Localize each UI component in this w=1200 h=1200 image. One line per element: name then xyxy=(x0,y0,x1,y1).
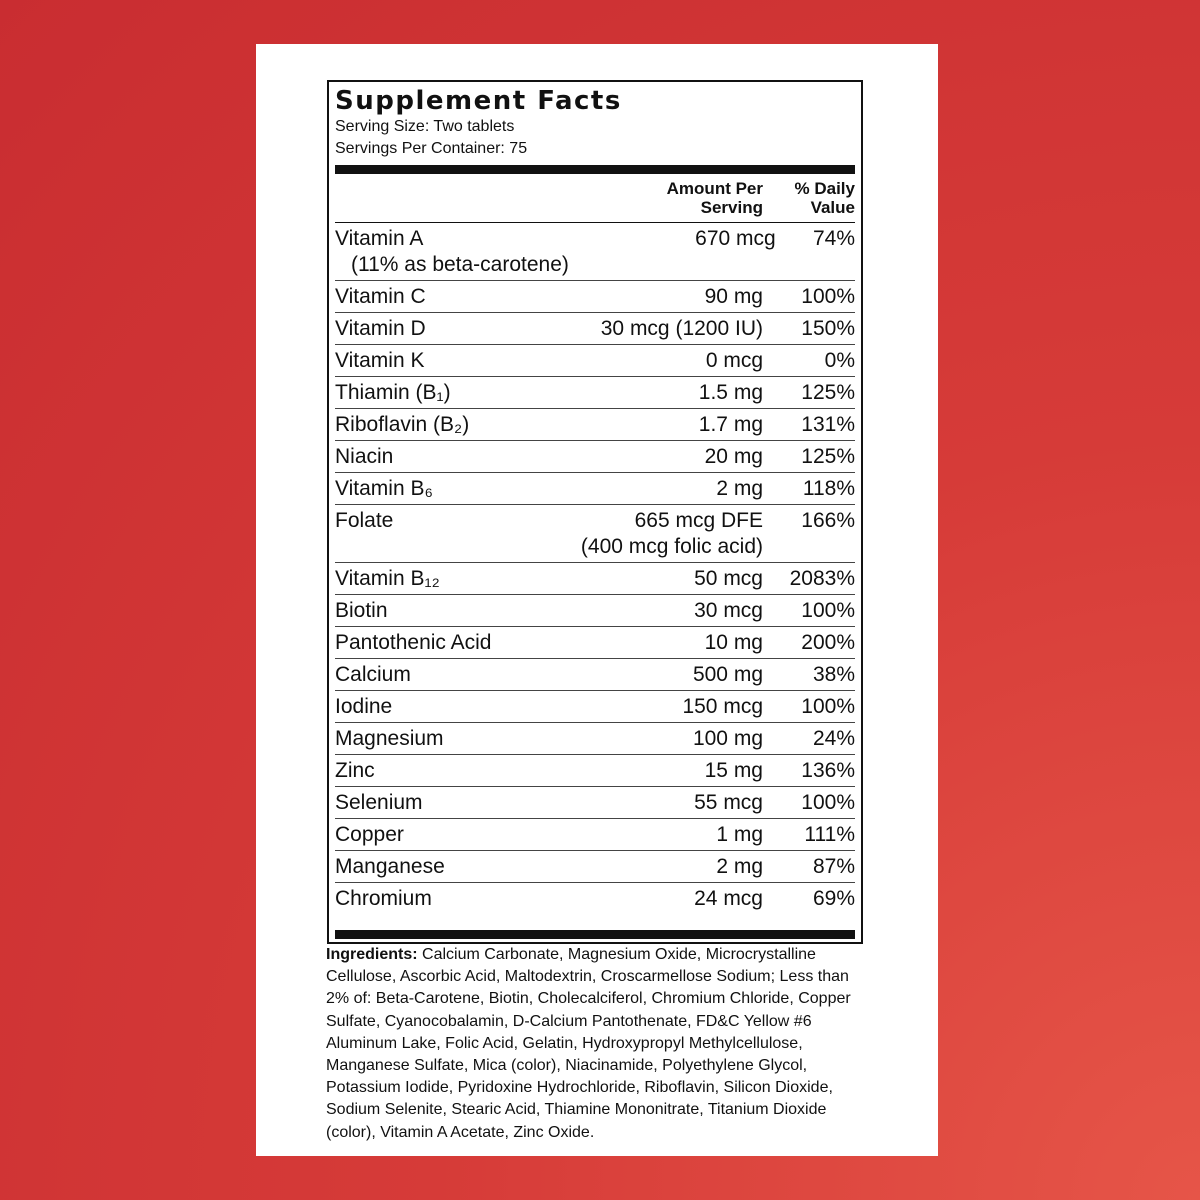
nutrient-name-text: Selenium xyxy=(335,791,423,814)
nutrient-name xyxy=(335,316,523,342)
nutrient-amount-text: 670 mcg xyxy=(695,227,776,250)
nutrient-amount-note: (400 mcg folic acid) xyxy=(580,535,763,558)
nutrient-name xyxy=(335,226,569,278)
nutrient-daily-value: 38% xyxy=(812,663,855,686)
nutrient-amount-text: 24 mcg xyxy=(694,887,763,910)
nutrient-daily-value: 69% xyxy=(812,887,855,910)
nutrient-row xyxy=(335,223,855,281)
nutrient-row xyxy=(335,345,855,377)
nutrient-amount xyxy=(523,854,763,880)
nutrient-amount xyxy=(523,726,763,752)
nutrient-amount-text: 2 mg xyxy=(716,855,763,878)
servings-per-container: Servings Per Container: 75 xyxy=(335,140,528,157)
nutrient-name-text: Vitamin K xyxy=(335,349,425,372)
ingredients-label: Ingredients: xyxy=(326,946,418,963)
nutrient-name-text: Pantothenic Acid xyxy=(335,631,492,654)
nutrient-row xyxy=(335,691,855,723)
nutrient-name xyxy=(335,854,523,880)
nutrient-daily-value: 118% xyxy=(802,477,855,500)
nutrient-daily-value: 166% xyxy=(801,509,855,532)
nutrient-daily-value: 100% xyxy=(801,599,855,622)
nutrient-name-text: Vitamin B₆ xyxy=(335,477,433,500)
ingredients-text: Calcium Carbonate, Magnesium Oxide, Microcrystalline Cellulose, Ascorbic Acid, Maltodextrin, Croscarmellose Sodium; Less than 2% of: Beta-Carotene, Biotin, Cholecalciferol, Chromium Chloride, Copper Sulfate, Cyanocobalamin, D-Calcium Pantothenate, FD&C Yellow #6 Aluminum Lake, Folic Acid, Gelatin, Hydroxypropyl Methylcellulose, Manganese Sulfate, Mica (color), Niacinamide, Polyethylene Glycol, Potassium Iodide, Pyridoxine Hydrochloride, Riboflavin, Silicon Dioxide, Sodium Selenite, Stearic Acid, Thiamine Mononitrate, Titanium Dioxide (color), Vitamin A Acetate, Zinc Oxide. xyxy=(326,946,851,1141)
nutrient-name-text: Chromium xyxy=(335,887,432,910)
supplement-facts-panel xyxy=(327,80,863,944)
nutrient-daily-value: 200% xyxy=(801,631,855,654)
nutrient-row xyxy=(335,659,855,691)
nutrient-rows xyxy=(335,223,855,914)
amount-header-line2: Serving xyxy=(700,198,763,217)
thick-divider xyxy=(335,165,855,174)
nutrient-amount-text: 55 mcg xyxy=(694,791,763,814)
daily-value-header xyxy=(763,179,855,217)
nutrient-row xyxy=(335,441,855,473)
nutrient-amount-text: 30 mcg xyxy=(694,599,763,622)
nutrient-amount xyxy=(523,380,763,406)
nutrient-daily-value: 24% xyxy=(812,727,855,750)
nutrient-amount-text: 20 mg xyxy=(704,445,763,468)
nutrient-name-text: Biotin xyxy=(335,599,388,622)
nutrient-row xyxy=(335,755,855,787)
nutrient-name-text: Vitamin C xyxy=(335,285,426,308)
nutrient-row xyxy=(335,313,855,345)
nutrient-name xyxy=(335,598,523,624)
nutrient-name xyxy=(335,444,523,470)
nutrient-name-text: Copper xyxy=(335,823,404,846)
nutrient-row xyxy=(335,377,855,409)
nutrient-name-text: Calcium xyxy=(335,663,411,686)
dv-header-line2: Value xyxy=(810,198,855,217)
nutrient-row xyxy=(335,563,855,595)
nutrient-name-text: Magnesium xyxy=(335,727,444,750)
nutrient-name-text: Niacin xyxy=(335,445,394,468)
amount-per-serving-header xyxy=(613,179,763,217)
nutrient-name xyxy=(335,886,523,912)
nutrient-daily-value: 136% xyxy=(801,759,855,782)
nutrient-name-note: (11% as beta-carotene) xyxy=(351,253,569,276)
nutrient-amount xyxy=(569,226,776,278)
label-card xyxy=(256,44,938,1156)
nutrient-name-text: Manganese xyxy=(335,855,445,878)
nutrient-row xyxy=(335,627,855,659)
nutrient-daily-value: 0% xyxy=(824,349,855,372)
nutrient-daily-value: 87% xyxy=(812,855,855,878)
nutrient-name xyxy=(335,662,523,688)
nutrient-name xyxy=(335,758,523,784)
nutrient-amount-text: 1 mg xyxy=(716,823,763,846)
nutrient-row xyxy=(335,851,855,883)
nutrient-amount-text: 665 mcg DFE xyxy=(634,509,763,532)
nutrient-amount xyxy=(523,758,763,784)
nutrient-amount xyxy=(523,476,763,502)
nutrient-amount xyxy=(523,630,763,656)
nutrient-daily-value: 100% xyxy=(801,695,855,718)
nutrient-name xyxy=(335,630,523,656)
nutrient-row xyxy=(335,787,855,819)
nutrient-row xyxy=(335,819,855,851)
nutrient-amount xyxy=(523,790,763,816)
nutrient-daily-value: 100% xyxy=(801,791,855,814)
nutrient-daily-value: 150% xyxy=(801,317,855,340)
nutrient-name xyxy=(335,476,523,502)
nutrient-amount-text: 90 mg xyxy=(704,285,763,308)
nutrient-name xyxy=(335,566,523,592)
nutrient-row xyxy=(335,723,855,755)
nutrient-row xyxy=(335,409,855,441)
nutrient-amount-text: 1.7 mg xyxy=(698,413,763,436)
nutrient-amount-text: 100 mg xyxy=(692,727,763,750)
nutrient-name-text: Thiamin (B₁) xyxy=(335,381,451,404)
nutrient-name-text: Riboflavin (B₂) xyxy=(335,413,470,436)
nutrient-name xyxy=(335,348,523,374)
nutrient-amount-text: 1.5 mg xyxy=(698,381,763,404)
nutrient-daily-value: 111% xyxy=(804,823,855,846)
nutrient-amount xyxy=(523,566,763,592)
nutrient-amount-text: 30 mcg (1200 IU) xyxy=(600,317,763,340)
nutrient-amount-text: 15 mg xyxy=(704,759,763,782)
dv-header-line1: % Daily xyxy=(794,179,855,198)
nutrient-row xyxy=(335,473,855,505)
nutrient-amount-text: 0 mcg xyxy=(705,349,763,372)
nutrient-daily-value: 131% xyxy=(801,413,855,436)
nutrient-row xyxy=(335,883,855,914)
nutrient-name xyxy=(335,380,523,406)
nutrient-amount-text: 10 mg xyxy=(704,631,763,654)
nutrient-amount xyxy=(523,284,763,310)
nutrient-name-text: Vitamin A xyxy=(335,227,424,250)
nutrient-amount-text: 150 mcg xyxy=(682,695,763,718)
nutrient-amount xyxy=(523,662,763,688)
nutrient-row xyxy=(335,595,855,627)
nutrient-amount-text: 500 mg xyxy=(692,663,763,686)
nutrient-amount-text: 50 mcg xyxy=(694,567,763,590)
nutrient-name-text: Vitamin B₁₂ xyxy=(335,567,440,590)
nutrient-amount xyxy=(523,694,763,720)
nutrient-name xyxy=(335,822,523,848)
column-headers xyxy=(335,174,855,223)
amount-header-line1: Amount Per xyxy=(666,179,763,198)
nutrient-row xyxy=(335,281,855,313)
nutrient-amount xyxy=(523,508,763,560)
nutrient-name-text: Zinc xyxy=(335,759,375,782)
nutrient-name xyxy=(335,284,523,310)
bottom-thick-divider xyxy=(335,930,855,939)
nutrient-amount xyxy=(523,348,763,374)
nutrient-daily-value: 125% xyxy=(801,381,855,404)
nutrient-name xyxy=(335,694,523,720)
nutrient-daily-value: 74% xyxy=(812,227,855,250)
nutrient-amount xyxy=(523,412,763,438)
nutrient-amount xyxy=(523,598,763,624)
nutrient-amount xyxy=(523,886,763,912)
serving-size: Serving Size: Two tablets xyxy=(335,118,515,135)
ingredients-block xyxy=(326,944,876,1144)
nutrient-name-text: Iodine xyxy=(335,695,393,718)
nutrient-name xyxy=(335,726,523,752)
nutrient-name-text: Vitamin D xyxy=(335,317,426,340)
nutrient-name-text: Folate xyxy=(335,509,394,532)
nutrient-daily-value: 2083% xyxy=(789,567,855,590)
nutrient-name xyxy=(335,412,523,438)
nutrient-daily-value: 125% xyxy=(801,445,855,468)
nutrient-row xyxy=(335,505,855,563)
nutrient-daily-value: 100% xyxy=(801,285,855,308)
nutrient-name xyxy=(335,790,523,816)
nutrient-amount-text: 2 mg xyxy=(716,477,763,500)
nutrient-amount xyxy=(523,316,763,342)
nutrient-amount xyxy=(523,444,763,470)
panel-title: Supplement Facts xyxy=(335,86,622,116)
nutrient-amount xyxy=(523,822,763,848)
nutrient-name xyxy=(335,508,523,560)
